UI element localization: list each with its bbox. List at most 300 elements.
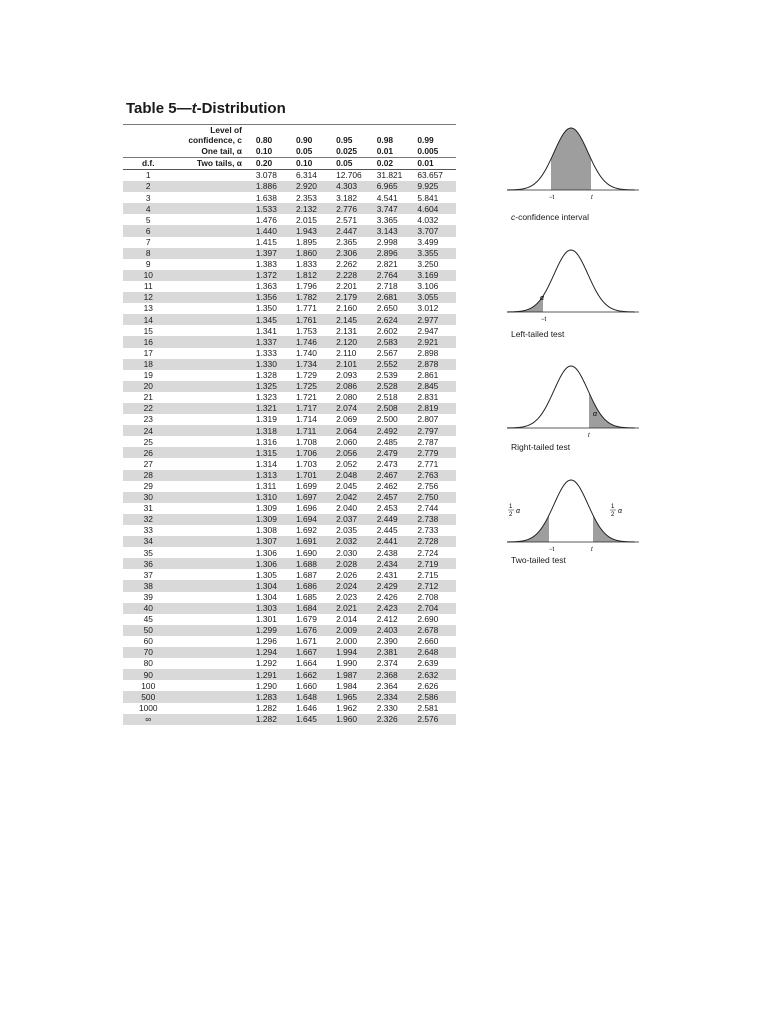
one-tail-value: 0.05: [296, 146, 313, 157]
confidence-value: 0.80: [255, 135, 273, 146]
critical-value-cell: 1.812: [294, 270, 334, 281]
critical-value-cell: 2.364: [376, 680, 398, 691]
critical-value-cell: 2.861: [417, 370, 439, 381]
df-cell: 100: [141, 680, 156, 691]
critical-value-cell: 2.845: [415, 381, 456, 392]
critical-value-cell: 2.539: [376, 370, 398, 381]
df-cell: 39: [143, 591, 153, 602]
critical-value-cell: 2.412: [376, 614, 398, 625]
critical-value-cell: 1.296: [255, 636, 277, 647]
table-row: [123, 636, 456, 647]
critical-value-cell: 2.528: [375, 381, 416, 392]
df-cell: 45: [143, 614, 153, 625]
confidence-interval-caption: [511, 212, 589, 222]
table-row: [123, 714, 456, 725]
caption-rest: -confidence interval: [515, 212, 589, 222]
critical-value-cell: 2.453: [376, 503, 398, 514]
critical-value-cell: 2.093: [336, 370, 358, 381]
critical-value-cell: 1.886: [252, 181, 294, 192]
critical-value-cell: 1.318: [252, 425, 294, 436]
critical-value-cell: 2.028: [334, 558, 375, 569]
critical-value-cell: 1.282: [252, 714, 294, 725]
df-cell: 16: [123, 336, 174, 347]
critical-value-cell: 1.311: [255, 480, 277, 491]
right-shaded-region: [593, 515, 635, 542]
critical-value-cell: 2.426: [376, 591, 398, 602]
critical-value-cell: 1.294: [252, 647, 294, 658]
table-row: [123, 392, 456, 403]
critical-value-cell: 2.032: [334, 536, 375, 547]
one-tail-value: 0.025: [336, 146, 358, 157]
critical-value-cell: 4.303: [334, 181, 375, 192]
critical-value-cell: 2.508: [375, 403, 416, 414]
critical-value-cell: 2.353: [296, 192, 317, 203]
one-tail-label: One tail, α: [201, 146, 242, 157]
critical-value-cell: 2.110: [336, 347, 357, 358]
critical-value-cell: 3.106: [417, 281, 439, 292]
critical-value-cell: 2.441: [375, 536, 416, 547]
critical-value-cell: 1.397: [252, 248, 294, 259]
df-cell: 35: [143, 547, 153, 558]
critical-value-cell: 1.686: [294, 580, 334, 591]
critical-value-cell: 1.291: [252, 669, 294, 680]
critical-value-cell: 1.691: [294, 536, 334, 547]
confidence-value: 0.90: [296, 135, 313, 146]
right-tick-label: t: [591, 195, 593, 200]
critical-value-cell: 2.728: [415, 536, 456, 547]
table-row: [123, 592, 456, 603]
critical-value-cell: 2.035: [336, 525, 358, 536]
critical-value-cell: 1.761: [294, 314, 334, 325]
critical-value-cell: 1.283: [252, 691, 294, 702]
table-row: [123, 259, 456, 270]
critical-value-cell: 2.449: [375, 514, 416, 525]
critical-value-cell: 4.541: [376, 192, 398, 203]
left-tailed-figure: [505, 242, 645, 322]
critical-value-cell: 1.292: [255, 658, 277, 669]
df-cell: 25: [143, 436, 153, 447]
table-row: [123, 458, 456, 469]
critical-value-cell: 2.708: [417, 591, 439, 602]
two-tails-value: 0.10: [294, 158, 334, 170]
critical-value-cell: 1.303: [252, 603, 294, 614]
df-cell: 8: [123, 248, 174, 259]
critical-value-cell: 2.678: [415, 625, 456, 636]
critical-value-cell: 2.681: [375, 292, 416, 303]
t-distribution-table: [123, 124, 456, 725]
right-curve-svg: [505, 358, 645, 438]
critical-value-cell: 2.719: [415, 558, 456, 569]
critical-value-cell: 2.567: [376, 347, 398, 358]
critical-value-cell: 1.990: [336, 658, 358, 669]
table-row: [123, 625, 456, 636]
table-row: [123, 270, 456, 281]
critical-value-cell: 2.431: [376, 569, 398, 580]
table-row: [123, 669, 456, 680]
df-cell: 500: [123, 691, 174, 702]
normal-curve: [507, 366, 635, 428]
confidence-interval-figure: [505, 120, 645, 200]
critical-value-cell: 3.055: [415, 292, 456, 303]
confidence-value: 0.95: [336, 135, 353, 146]
critical-value-cell: 2.787: [417, 436, 439, 447]
critical-value-cell: 2.326: [375, 714, 416, 725]
half-denominator-left: 2: [509, 512, 513, 518]
df-cell: 12: [123, 292, 174, 303]
alpha-label-left: α: [516, 508, 520, 515]
critical-value-cell: 31.821: [376, 170, 403, 181]
critical-value-cell: 2.898: [417, 347, 439, 358]
two-tails-value: 0.01: [415, 158, 456, 170]
table-row: [123, 481, 456, 492]
df-cell: 9: [145, 259, 151, 270]
table-row: [123, 425, 456, 436]
critical-value-cell: 2.576: [415, 714, 456, 725]
critical-value-cell: 2.037: [334, 514, 375, 525]
critical-value-cell: 2.438: [376, 547, 398, 558]
critical-value-cell: 1.321: [252, 403, 294, 414]
critical-value-cell: 2.479: [375, 447, 416, 458]
confidence-value: 0.99: [417, 135, 434, 146]
table-row: [123, 514, 456, 525]
critical-value-cell: 1.701: [294, 470, 334, 481]
critical-value-cell: 2.145: [334, 314, 375, 325]
critical-value-cell: 2.831: [417, 392, 439, 403]
critical-value-cell: 1.960: [334, 714, 375, 725]
critical-value-cell: 2.132: [294, 203, 334, 214]
table-row: [123, 237, 456, 248]
tick-label: −t: [541, 317, 547, 322]
critical-value-cell: 1.708: [296, 436, 317, 447]
normal-curve: [507, 250, 635, 312]
df-cell: 24: [123, 425, 174, 436]
critical-value-cell: 1.671: [296, 636, 317, 647]
critical-value-cell: 1.771: [296, 303, 317, 314]
df-cell: 20: [123, 381, 174, 392]
critical-value-cell: 1.706: [294, 447, 334, 458]
critical-value-cell: 1.383: [255, 259, 277, 270]
critical-value-cell: 1.645: [294, 714, 334, 725]
critical-value-cell: 3.250: [417, 259, 439, 270]
critical-value-cell: 1.833: [296, 259, 317, 270]
table-row: [123, 658, 456, 669]
df-cell: 5: [145, 214, 151, 225]
critical-value-cell: 1.325: [252, 381, 294, 392]
table-row: [123, 325, 456, 336]
critical-value-cell: 1.699: [296, 480, 317, 491]
df-cell: 40: [123, 603, 174, 614]
table-row: [123, 381, 456, 392]
table-row: [123, 547, 456, 558]
df-cell: 15: [143, 325, 153, 336]
df-cell: 4: [123, 203, 174, 214]
critical-value-cell: 1.725: [294, 381, 334, 392]
critical-value-cell: 1.965: [334, 691, 375, 702]
df-cell: 90: [123, 669, 174, 680]
table-row: [123, 281, 456, 292]
df-cell: 36: [123, 558, 174, 569]
critical-value-cell: 2.040: [336, 503, 358, 514]
table-row: [123, 170, 456, 182]
table-row: [123, 303, 456, 314]
df-cell: 27: [143, 458, 153, 469]
tick-label: t: [588, 433, 590, 438]
critical-value-cell: 1.646: [296, 702, 317, 713]
critical-value-cell: 2.434: [375, 558, 416, 569]
critical-value-cell: 1.309: [252, 514, 294, 525]
table-row: [123, 447, 456, 458]
critical-value-cell: 1.703: [296, 458, 317, 469]
critical-value-cell: 2.733: [417, 525, 439, 536]
critical-value-cell: 3.499: [417, 236, 439, 247]
df-cell: 11: [143, 281, 153, 292]
critical-value-cell: 2.998: [376, 236, 398, 247]
critical-value-cell: 1.962: [336, 702, 358, 713]
df-cell: 33: [143, 525, 153, 536]
critical-value-cell: 2.819: [415, 403, 456, 414]
critical-value-cell: 4.032: [417, 214, 439, 225]
df-cell: 32: [123, 514, 174, 525]
critical-value-cell: 2.457: [375, 492, 416, 503]
critical-value-cell: 1.684: [294, 603, 334, 614]
page-title: [126, 100, 286, 117]
critical-value-cell: 2.744: [417, 503, 439, 514]
critical-value-cell: 3.169: [415, 270, 456, 281]
critical-value-cell: 2.201: [336, 281, 358, 292]
critical-value-cell: 2.030: [336, 547, 358, 558]
critical-value-cell: 2.381: [375, 647, 416, 658]
left-curve-svg: [505, 242, 645, 322]
confidence-label: confidence, c: [188, 135, 242, 146]
critical-value-cell: 1.350: [255, 303, 277, 314]
confidence-value: 0.98: [376, 135, 394, 146]
df-cell: 2: [123, 181, 174, 192]
table-row: [123, 192, 456, 203]
critical-value-cell: 2.080: [336, 392, 358, 403]
critical-value-cell: 1.690: [296, 547, 317, 558]
df-cell: 80: [143, 658, 153, 669]
critical-value-cell: 1.676: [294, 625, 334, 636]
critical-value-cell: 2.896: [375, 248, 416, 259]
left-tick-label: −t: [549, 547, 555, 552]
critical-value-cell: 1.304: [252, 580, 294, 591]
critical-value-cell: 2.052: [336, 458, 358, 469]
table-row: [123, 359, 456, 370]
critical-value-cell: 2.756: [417, 480, 439, 491]
critical-value-cell: 1.662: [294, 669, 334, 680]
table-row: [123, 603, 456, 614]
critical-value-cell: 1.345: [252, 314, 294, 325]
critical-value-cell: 1.314: [255, 458, 277, 469]
critical-value-cell: 1.282: [255, 702, 277, 713]
critical-value-cell: 1.310: [252, 492, 294, 503]
df-cell: 70: [123, 647, 174, 658]
critical-value-cell: 2.056: [334, 447, 375, 458]
table-row: [123, 370, 456, 381]
critical-value-cell: 3.707: [415, 225, 456, 236]
critical-value-cell: 1.313: [252, 470, 294, 481]
critical-value-cell: 2.977: [415, 314, 456, 325]
df-label: d.f.: [123, 158, 174, 170]
critical-value-cell: 1.440: [252, 225, 294, 236]
table-row: [123, 647, 456, 658]
header-row-confidence: [123, 135, 456, 146]
critical-value-cell: 2.492: [375, 425, 416, 436]
table-row: [123, 248, 456, 259]
critical-value-cell: 2.021: [334, 603, 375, 614]
critical-value-cell: 3.182: [336, 192, 358, 203]
table-row: [123, 225, 456, 236]
critical-value-cell: 2.026: [336, 569, 358, 580]
critical-value-cell: 1.734: [294, 359, 334, 370]
df-cell: 14: [123, 314, 174, 325]
df-cell: 26: [123, 447, 174, 458]
left-shaded-region: [507, 296, 543, 312]
critical-value-cell: 1.721: [296, 392, 317, 403]
two-tails-value: 0.05: [334, 158, 375, 170]
alpha-label: α: [593, 411, 597, 418]
df-cell: 21: [143, 392, 153, 403]
right-tailed-caption: Right-tailed test: [511, 442, 571, 452]
critical-value-cell: 2.423: [375, 603, 416, 614]
critical-value-cell: 2.624: [375, 314, 416, 325]
critical-value-cell: 2.160: [336, 303, 358, 314]
df-cell: 29: [143, 480, 153, 491]
critical-value-cell: 4.604: [415, 203, 456, 214]
one-tail-value: 0.005: [417, 146, 439, 157]
critical-value-cell: 1.316: [255, 436, 277, 447]
critical-value-cell: 1.984: [336, 680, 358, 691]
critical-value-cell: 1.717: [294, 403, 334, 414]
table-row: [123, 292, 456, 303]
critical-value-cell: 1.860: [294, 248, 334, 259]
critical-value-cell: 2.330: [376, 702, 398, 713]
critical-value-cell: 1.337: [252, 336, 294, 347]
critical-value-cell: 2.704: [415, 603, 456, 614]
critical-value-cell: 1.308: [255, 525, 277, 536]
df-cell: 1: [145, 170, 151, 181]
critical-value-cell: 1.341: [255, 325, 277, 336]
critical-value-cell: 1.667: [294, 647, 334, 658]
critical-value-cell: 12.706: [336, 170, 362, 181]
table-row: [123, 703, 456, 714]
df-cell: 13: [143, 303, 153, 314]
critical-value-cell: 1.687: [296, 569, 317, 580]
critical-value-cell: 1.943: [294, 225, 334, 236]
table-row: [123, 336, 456, 347]
two-tailed-figure: [505, 472, 645, 552]
df-cell: 38: [123, 580, 174, 591]
half-denominator-right: 2: [611, 512, 615, 518]
left-tailed-caption: Left-tailed test: [511, 329, 565, 339]
header-row-two-tails: [123, 158, 456, 170]
critical-value-cell: 2.648: [415, 647, 456, 658]
critical-value-cell: 2.429: [375, 580, 416, 591]
critical-value-cell: 1.688: [294, 558, 334, 569]
critical-value-cell: 1.692: [296, 525, 317, 536]
critical-value-cell: 1.306: [252, 558, 294, 569]
critical-value-cell: 2.086: [334, 381, 375, 392]
critical-value-cell: 2.131: [336, 325, 358, 336]
critical-value-cell: 1.305: [255, 569, 277, 580]
critical-value-cell: 2.639: [417, 658, 439, 669]
critical-value-cell: 1.648: [294, 691, 334, 702]
df-cell: 34: [123, 536, 174, 547]
critical-value-cell: 1.696: [296, 503, 317, 514]
table-row: [123, 525, 456, 536]
critical-value-cell: 1.315: [252, 447, 294, 458]
table-row: [123, 569, 456, 580]
critical-value-cell: 2.000: [336, 636, 358, 647]
critical-value-cell: 1.333: [255, 347, 277, 358]
critical-value-cell: 2.583: [375, 336, 416, 347]
critical-value-cell: 2.518: [376, 392, 398, 403]
critical-value-cell: 6.965: [375, 181, 416, 192]
header-row-one-tail: [123, 146, 456, 158]
critical-value-cell: 2.445: [376, 525, 398, 536]
critical-value-cell: 2.064: [334, 425, 375, 436]
critical-value-cell: 2.650: [376, 303, 398, 314]
critical-value-cell: 3.365: [376, 214, 398, 225]
left-shaded-region: [507, 515, 549, 542]
table-row: [123, 680, 456, 691]
critical-value-cell: 2.660: [417, 636, 439, 647]
critical-value-cell: 6.314: [296, 170, 317, 181]
critical-value-cell: 1.330: [252, 359, 294, 370]
critical-value-cell: 2.947: [417, 325, 439, 336]
half-numerator-right: 1: [611, 504, 615, 510]
caption-c: c: [511, 212, 516, 222]
table-row: [123, 403, 456, 414]
df-cell: 18: [123, 359, 174, 370]
critical-value-cell: 2.467: [375, 470, 416, 481]
critical-value-cell: 1.533: [252, 203, 294, 214]
table-row: [123, 181, 456, 192]
right-tick-label: t: [591, 547, 593, 552]
critical-value-cell: 1.660: [296, 680, 317, 691]
table-row: [123, 348, 456, 359]
critical-value-cell: 2.771: [417, 458, 439, 469]
critical-value-cell: 2.571: [336, 214, 358, 225]
critical-value-cell: 2.014: [336, 614, 358, 625]
confidence-curve-svg: [505, 120, 645, 200]
critical-value-cell: 3.747: [375, 203, 416, 214]
critical-value-cell: 2.690: [417, 614, 439, 625]
table-row: [123, 536, 456, 547]
title-suffix: -Distribution: [196, 100, 286, 117]
critical-value-cell: 2.306: [334, 248, 375, 259]
critical-value-cell: 2.074: [334, 403, 375, 414]
critical-value-cell: 2.048: [334, 470, 375, 481]
critical-value-cell: 1.372: [252, 270, 294, 281]
df-cell: 60: [143, 636, 153, 647]
two-tails-value: 0.20: [252, 158, 294, 170]
critical-value-cell: 2.485: [376, 436, 398, 447]
df-cell: 17: [143, 347, 153, 358]
df-cell: 7: [145, 236, 151, 247]
critical-value-cell: 2.764: [375, 270, 416, 281]
critical-value-cell: 3.143: [375, 225, 416, 236]
critical-value-cell: 2.632: [415, 669, 456, 680]
df-cell: 23: [143, 414, 153, 425]
critical-value-cell: 2.763: [415, 470, 456, 481]
critical-value-cell: 9.925: [415, 181, 456, 192]
table-row: [123, 203, 456, 214]
critical-value-cell: 2.715: [417, 569, 439, 580]
critical-value-cell: 1.987: [334, 669, 375, 680]
right-tailed-figure: [505, 358, 645, 438]
left-tick-label: −t: [549, 195, 555, 200]
